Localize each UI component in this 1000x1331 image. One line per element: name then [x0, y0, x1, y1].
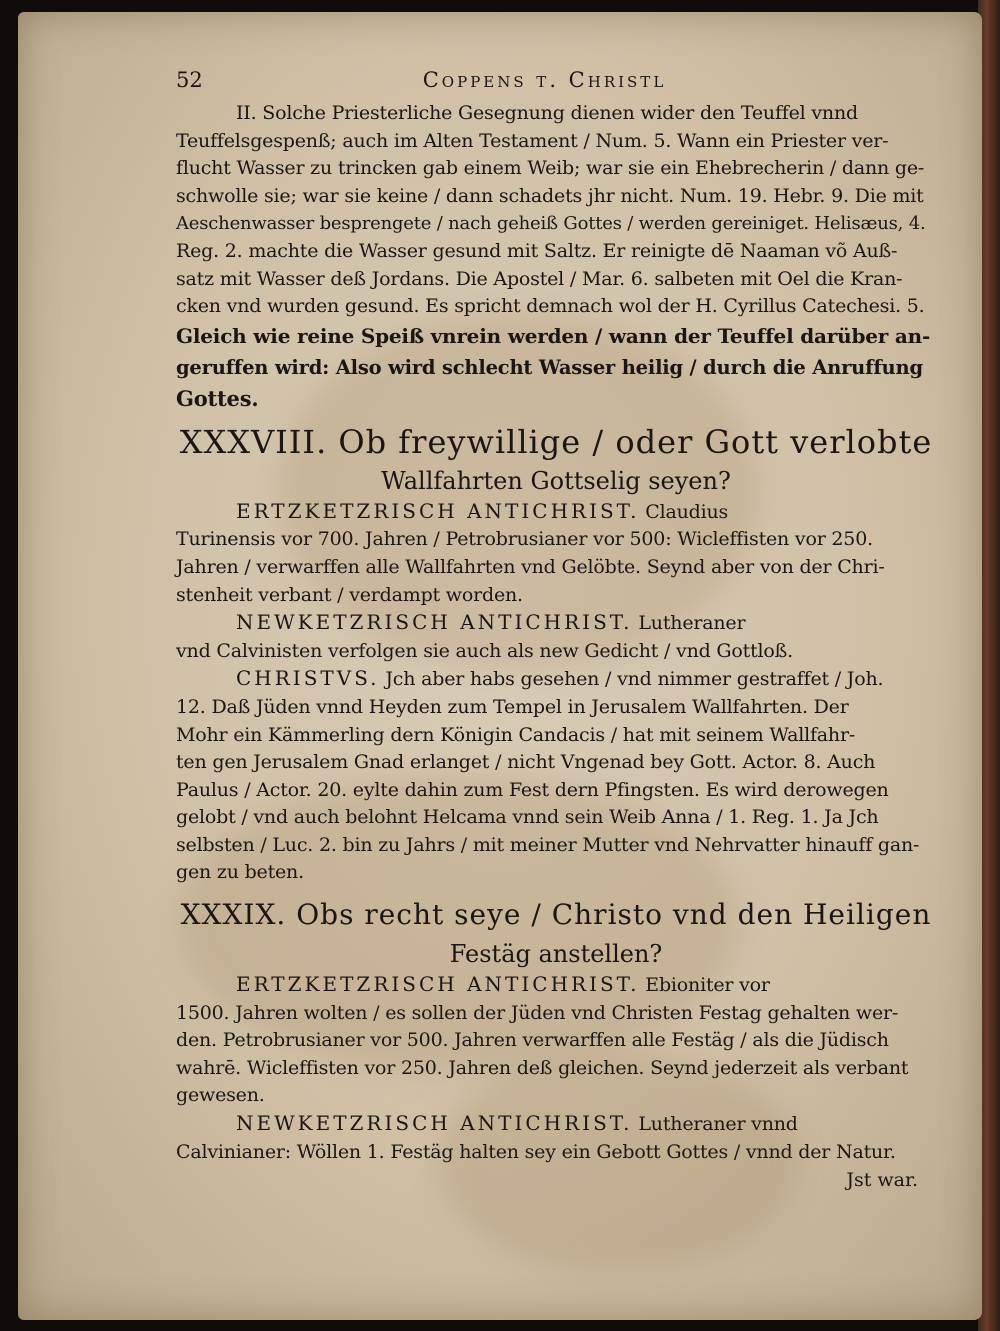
speaker-label: ERTZKETZRISCH ANTICHRIST.	[236, 972, 640, 997]
quote-line: Gleich wie reine Speiß vnrein werden / wann der Teuffel darüber an-	[176, 323, 931, 348]
speaker-line	[176, 498, 936, 527]
text-line: gewesen.	[176, 1084, 265, 1107]
text-line: cken vnd wurden gesund. Es spricht demnach wol der H. Cyrillus Catechesi. 5.	[176, 295, 925, 318]
section-subheading: Wallfahrten Gottselig seyen?	[381, 466, 731, 495]
text-line: Turinensis vor 700. Jahren / Petrobrusianer vor 500: Wicleffisten vor 250.	[176, 528, 873, 551]
section-heading: XXXVIII. Ob freywillige / oder Gott verlobte	[179, 422, 933, 461]
text-line: vnd Calvinisten verfolgen sie auch als new Gedicht / vnd Gottloß.	[176, 639, 793, 662]
speaker-text: Ebioniter vor	[645, 974, 770, 997]
text-line: Reg. 2. machte die Wasser gesund mit Saltz. Er reinigte dē Naaman võ Auß-	[176, 239, 898, 262]
speaker-text: Lutheraner vnnd	[638, 1113, 798, 1136]
speaker-label: NEWKETZRISCH ANTICHRIST.	[236, 610, 633, 635]
page-number: 52	[176, 68, 203, 92]
text-line: II. Solche Priesterliche Gesegnung dienen wider den Teuffel vnnd	[236, 102, 858, 124]
quote-line: geruffen wird: Also wird schlecht Wasser heilig / durch die Anruffung	[176, 355, 923, 379]
text-line: Paulus / Actor. 20. eylte dahin zum Fest dern Pfingsten. Es wird derowegen	[176, 778, 889, 801]
text-line: 12. Daß Jüden vnnd Heyden zum Tempel in Jerusalem Wallfahrten. Der	[176, 695, 849, 718]
speaker-label: ERTZKETZRISCH ANTICHRIST.	[236, 498, 640, 523]
text-line: gen zu beten.	[176, 861, 304, 884]
speaker-line	[176, 609, 936, 638]
page-header	[176, 62, 936, 98]
speaker-label: NEWKETZRISCH ANTICHRIST.	[236, 1111, 633, 1136]
text-line: selbsten / Luc. 2. bin zu Jahrs / mit meiner Mutter vnd Nehrvatter hinauff gan-	[176, 833, 920, 856]
text-line: den. Petrobrusianer vor 500. Jahren verwarffen alle Festäg / als die Jüdisch	[176, 1029, 889, 1052]
speaker-text: Claudius	[645, 500, 729, 523]
text-line: ten gen Jerusalem Gnad erlanget / nicht Vngenad bey Gott. Actor. 8. Auch	[176, 751, 876, 774]
speaker-line	[176, 665, 936, 694]
speaker-line	[176, 971, 936, 1000]
speaker-label: CHRISTVS.	[236, 666, 380, 691]
text-line: Calvinianer: Wöllen 1. Festäg halten sey ein Gebott Gottes / vnnd der Natur.	[176, 1140, 896, 1163]
section-subheading: Festäg anstellen?	[449, 940, 663, 969]
text-line: Mohr ein Kämmerling dern Königin Candacis / hat mit seinem Wallfahr-	[176, 723, 856, 746]
section-heading: XXXIX. Obs recht seye / Christo vnd den Heiligen	[180, 898, 932, 932]
text-line: 1500. Jahren wolten / es sollen der Jüden vnd Christen Festag gehalten wer-	[176, 1001, 899, 1024]
quote-line: Gottes.	[176, 385, 259, 411]
text-line: wahrē. Wicleffisten vor 250. Jahren deß gleichen. Seynd jederzeit als verbant	[176, 1056, 909, 1079]
text-line: Teuffelsgespenß; auch im Alten Testament / Num. 5. Wann ein Priester ver-	[176, 129, 889, 152]
text-line: Aeschenwasser besprengete / nach geheiß Gottes / werden gereiniget. Helisæus, 4.	[176, 213, 926, 235]
catchword: Jst war.	[846, 1169, 918, 1192]
text-line: satz mit Wasser deß Jordans. Die Apostel / Mar. 6. salbeten mit Oel die Kran-	[176, 267, 903, 290]
speaker-text: Lutheraner	[638, 612, 746, 635]
text-line: stenheit verbant / verdampt worden.	[176, 583, 523, 606]
text-line: schwolle sie; war sie keine / dann schadets jhr nicht. Num. 19. Hebr. 9. Die mit	[176, 184, 924, 207]
running-head: Coppens t. Christl	[422, 68, 667, 92]
text-line: Jahren / verwarffen alle Wallfahrten vnd Gelöbte. Seynd aber von der Chri-	[176, 555, 885, 578]
text-block	[176, 62, 936, 1194]
text-line: flucht Wasser zu trincken gab einem Weib; war sie ein Ehebrecherin / dann ge-	[176, 157, 925, 180]
speaker-line	[176, 1110, 936, 1139]
speaker-text: Jch aber habs gesehen / vnd nimmer gestraffet / Joh.	[385, 668, 884, 691]
text-line: gelobt / vnd auch belohnt Helcama vnnd sein Weib Anna / 1. Reg. 1. Ja Jch	[176, 806, 879, 829]
